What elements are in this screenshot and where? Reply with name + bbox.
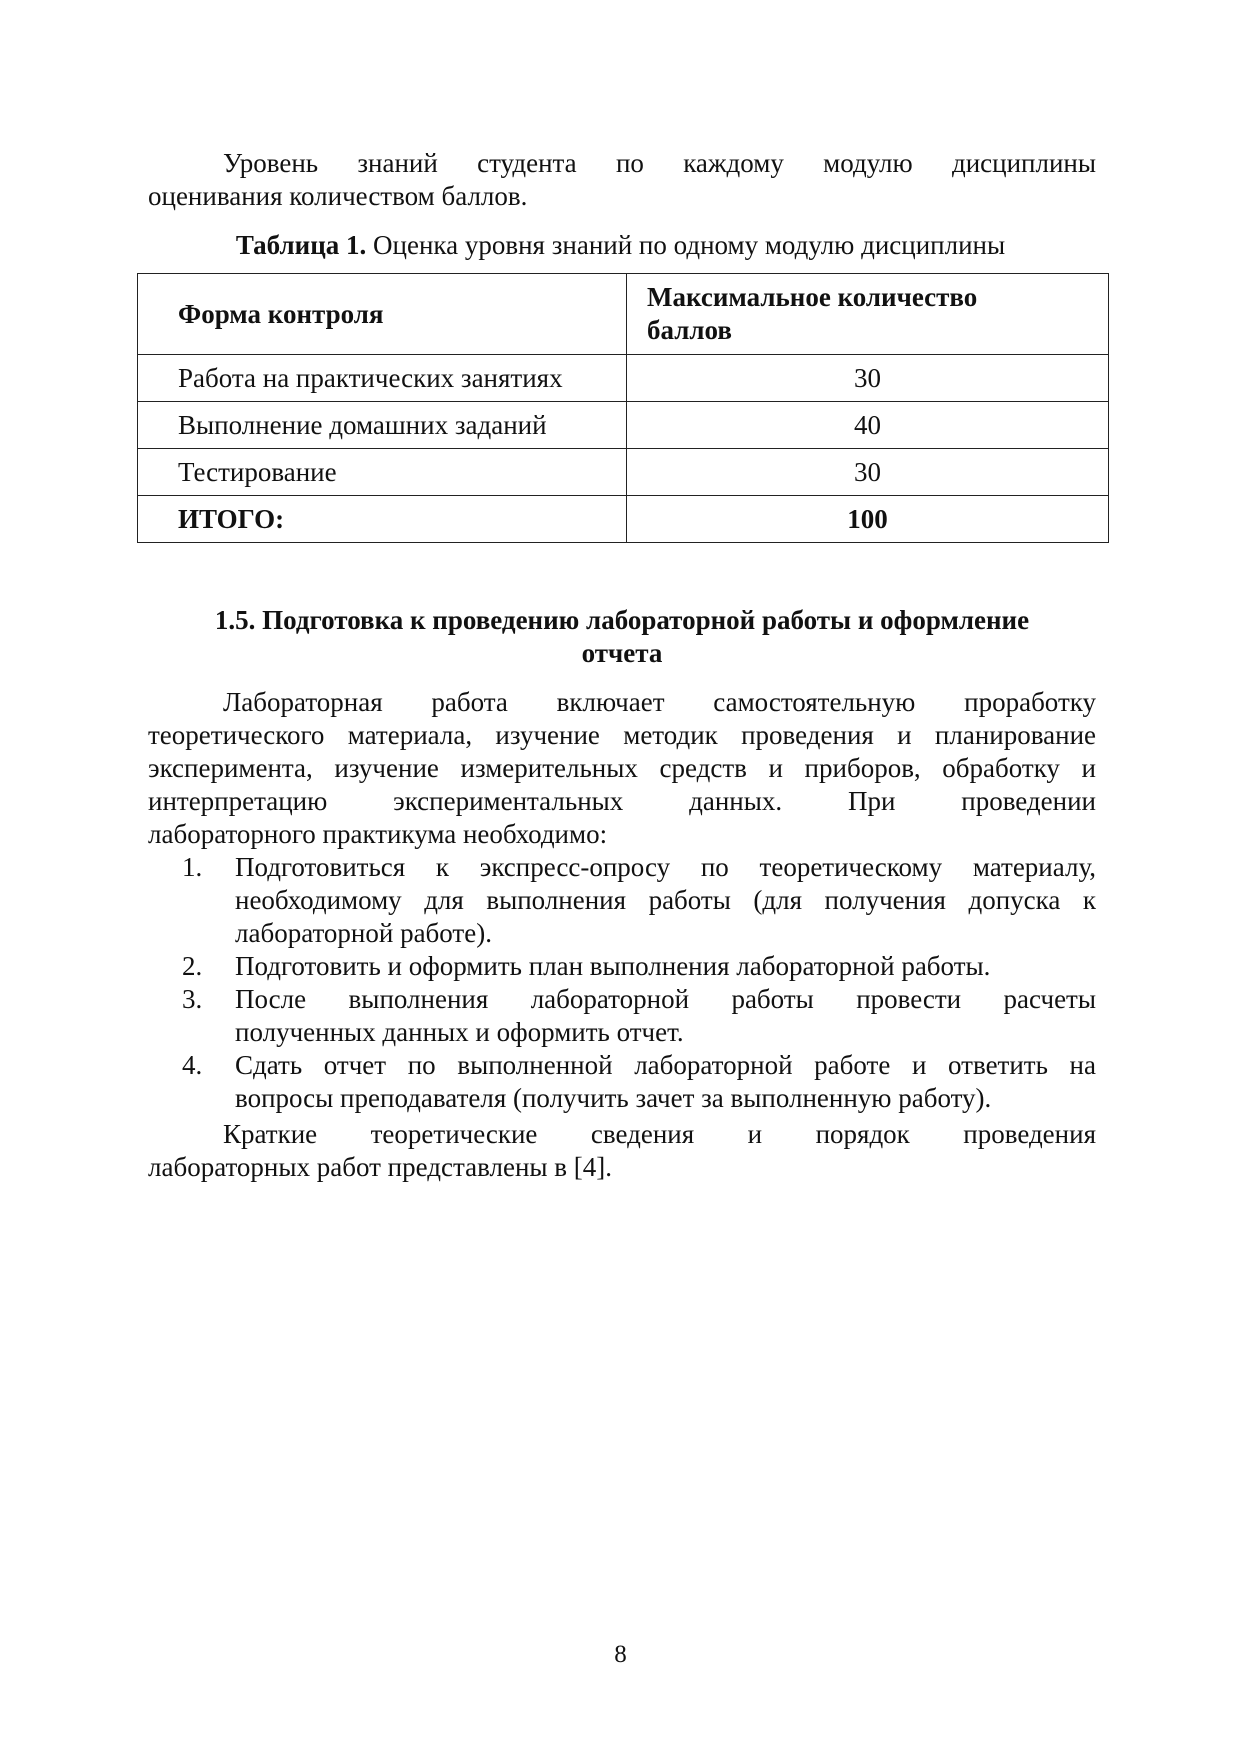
table-cell-form: Выполнение домашних заданий (138, 402, 627, 449)
intro-paragraph (148, 147, 1096, 213)
list-item (148, 1049, 1096, 1115)
list-item-line: После выполнения лабораторной работы провести расчеты (235, 984, 1096, 1014)
list-item-number: 4. (182, 1050, 203, 1080)
page-number: 8 (614, 1641, 627, 1668)
list-item-number: 3. (182, 984, 203, 1014)
paragraph-line: Лабораторная работа включает самостоятельную проработку (223, 687, 1096, 717)
paragraph-line: теоретического материала, изучение методик проведения и планирование (148, 720, 1096, 750)
table-row (138, 355, 1109, 402)
header-max-points-line: Максимальное количество (647, 282, 978, 312)
header-max-points (627, 274, 1109, 355)
paragraph-line: эксперимента, изучение измерительных средств и приборов, обработку и (148, 753, 1096, 783)
table-caption-label: Таблица 1. (235, 230, 367, 260)
table-total-label: ИТОГО: (138, 496, 627, 543)
section-heading-line: отчета (581, 638, 663, 668)
lab-paragraph (148, 686, 1096, 851)
intro-line: Уровень знаний студента по каждому модулю дисциплины (223, 148, 1096, 178)
table-total-points: 100 (627, 496, 1109, 543)
list-item (148, 950, 1096, 983)
closing-paragraph (148, 1118, 1096, 1184)
list-item-line: Подготовить и оформить план выполнения лабораторной работы. (235, 951, 991, 981)
table-row (138, 402, 1109, 449)
list-item (148, 851, 1096, 950)
closing-line: Краткие теоретические сведения и порядок проведения (223, 1119, 1096, 1149)
steps-list (148, 851, 1096, 1115)
table-cell-points: 30 (627, 355, 1109, 402)
header-max-points-line: баллов (647, 315, 732, 345)
table-caption-text: Оценка уровня знаний по одному модулю дисциплины (366, 230, 1006, 260)
list-item-line: вопросы преподавателя (получить зачет за выполненную работу). (235, 1083, 992, 1113)
table-row (138, 449, 1109, 496)
closing-line: лабораторных работ представлены в [4]. (148, 1152, 613, 1182)
list-item-line: необходимому для выполнения работы (для получения допуска к (235, 885, 1096, 915)
table-cell-form: Тестирование (138, 449, 627, 496)
list-item-line: лабораторной работе). (235, 918, 492, 948)
intro-line: оценивания количеством баллов. (148, 181, 528, 211)
table-header-row (138, 274, 1109, 355)
list-item-line: Подготовиться к экспресс-опросу по теоретическому материалу, (235, 852, 1096, 882)
section-heading-line: 1.5. Подготовка к проведению лабораторной работы и оформление (214, 605, 1030, 635)
list-item-number: 1. (182, 852, 203, 882)
list-item-number: 2. (182, 951, 203, 981)
section-heading (148, 604, 1096, 670)
grades-table (137, 273, 1109, 543)
table-cell-points: 40 (627, 402, 1109, 449)
list-item (148, 983, 1096, 1049)
header-form-control: Форма контроля (138, 274, 627, 355)
paragraph-line: интерпретацию экспериментальных данных. При проведении (148, 786, 1096, 816)
list-item-line: Сдать отчет по выполненной лабораторной работе и ответить на (235, 1050, 1096, 1080)
table-total-row (138, 496, 1109, 543)
table-caption (0, 229, 1241, 262)
list-item-line: полученных данных и оформить отчет. (235, 1017, 684, 1047)
paragraph-line: лабораторного практикума необходимо: (148, 819, 608, 849)
table-cell-points: 30 (627, 449, 1109, 496)
table-cell-form: Работа на практических занятиях (138, 355, 627, 402)
